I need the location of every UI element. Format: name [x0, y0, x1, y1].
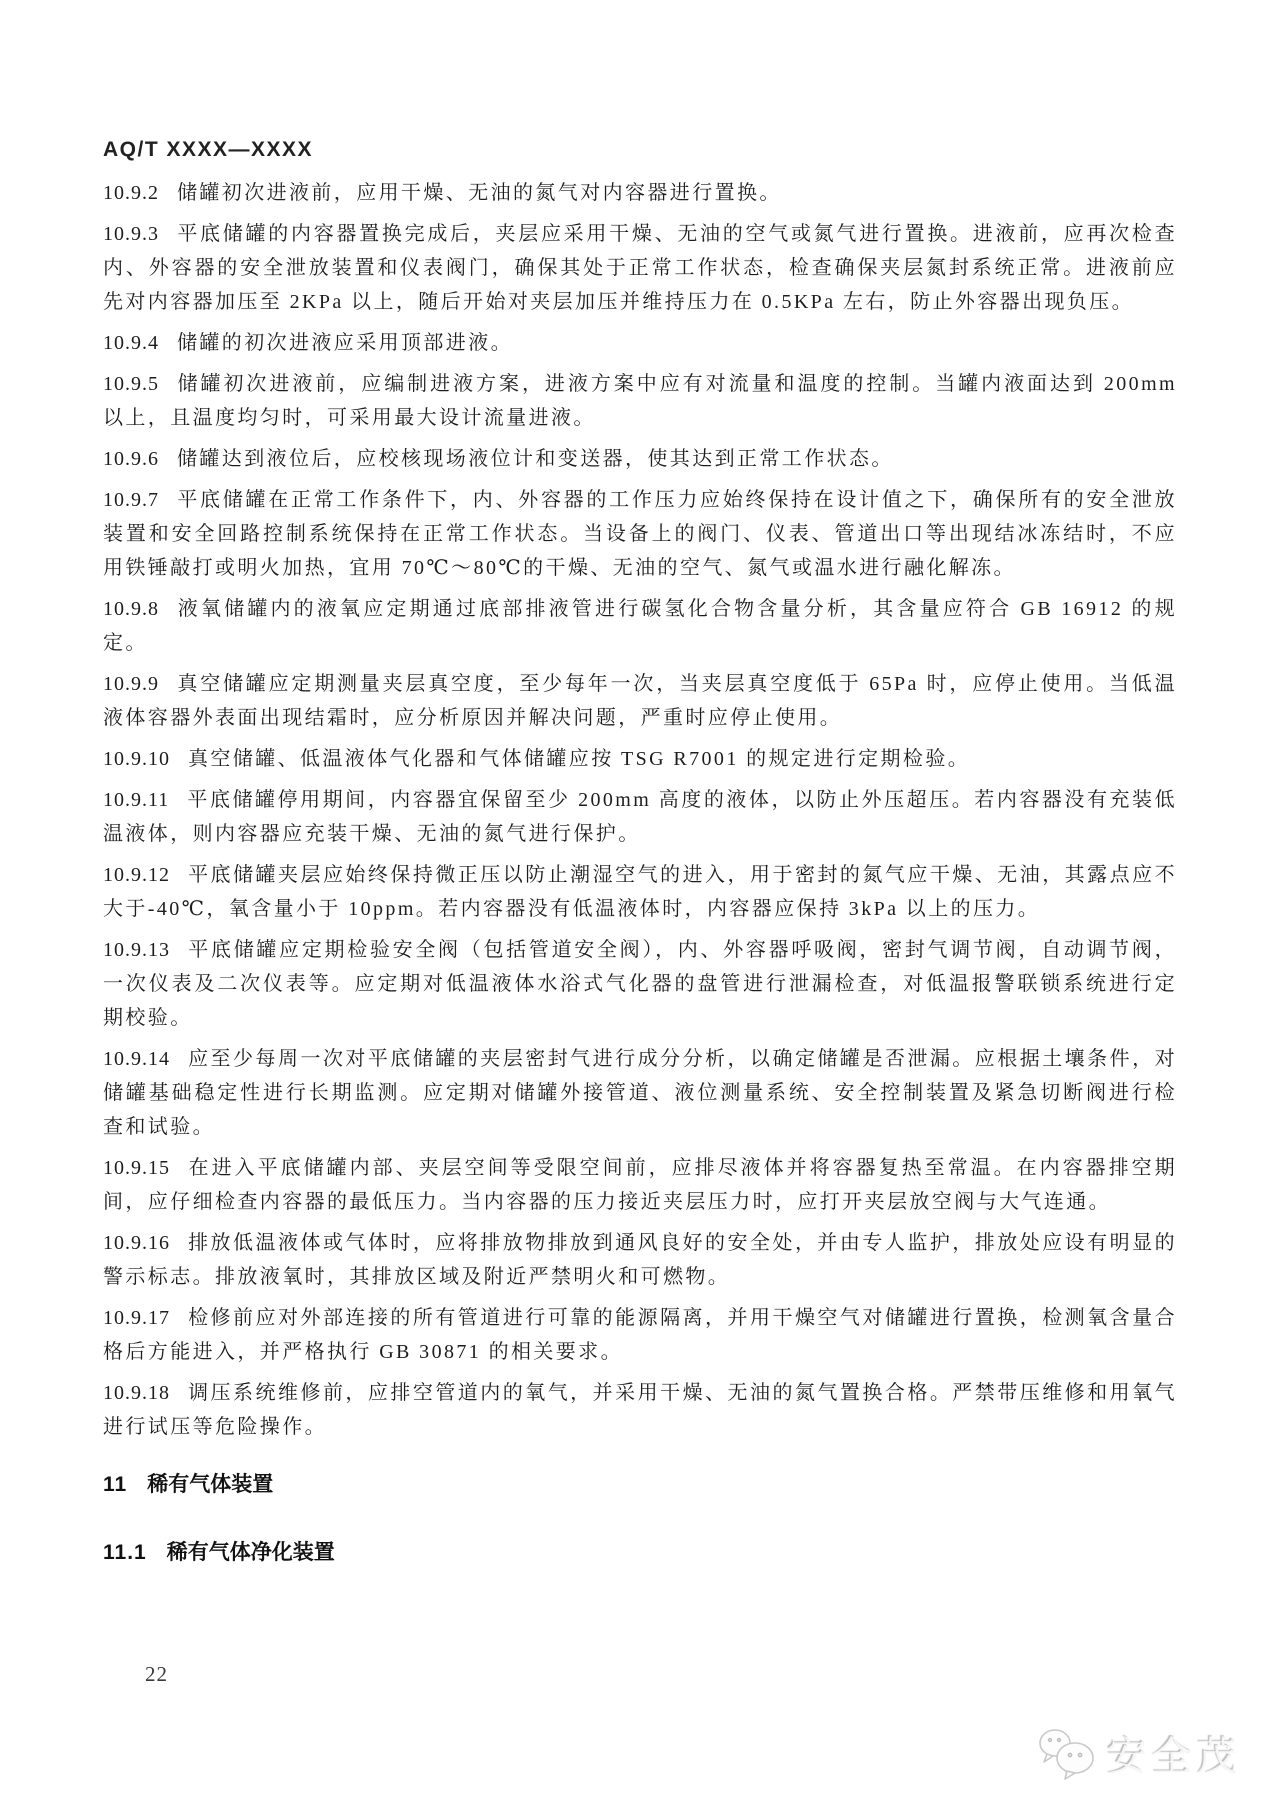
clause-text: 在进入平底储罐内部、夹层空间等受限空间前，应排尽液体并将容器复热至常温。在内容器排空期间，应仔细检查内容器的最低压力。当内容器的压力接近夹层压力时，应打开夹层放空阀与大气连通。	[103, 1157, 1177, 1213]
section-number: 11	[103, 1473, 128, 1496]
clause-paragraph	[103, 783, 1177, 851]
clause-number: 10.9.15	[103, 1157, 170, 1179]
clause-number: 10.9.3	[103, 223, 159, 245]
clause-text: 检修前应对外部连接的所有管道进行可靠的能源隔离，并用干燥空气对储罐进行置换，检测氧含量合格后方能进入，并严格执行 GB 30871 的相关要求。	[103, 1307, 1177, 1363]
clause-text: 真空储罐、低温液体气化器和气体储罐应按 TSG R7001 的规定进行定期检验。	[188, 748, 971, 770]
clause-paragraph	[103, 1226, 1177, 1294]
clause-number: 10.9.8	[103, 598, 159, 620]
clause-number: 10.9.11	[103, 789, 170, 811]
clause-text: 真空储罐应定期测量夹层真空度，至少每年一次，当夹层真空度低于 65Pa 时，应停止使用。当低温液体容器外表面出现结霜时，应分析原因并解决问题，严重时应停止使用。	[103, 673, 1177, 729]
page-number: 22	[145, 1662, 168, 1686]
clause-paragraph	[103, 933, 1177, 1035]
clause-paragraph	[103, 1042, 1177, 1144]
clause-paragraph	[103, 592, 1177, 660]
subsection-heading	[103, 1536, 1177, 1570]
clause-number: 10.9.10	[103, 748, 170, 770]
clause-number: 10.9.9	[103, 673, 159, 695]
clause-number: 10.9.6	[103, 448, 159, 470]
subsection-number: 11.1	[103, 1541, 147, 1564]
clause-number: 10.9.5	[103, 373, 159, 395]
clause-text: 储罐初次进液前，应用干燥、无油的氮气对内容器进行置换。	[177, 182, 782, 204]
clause-text: 平底储罐停用期间，内容器宜保留至少 200mm 高度的液体，以防止外压超压。若内容器没有充装低温液体，则内容器应充装干燥、无油的氮气进行保护。	[103, 789, 1177, 845]
clause-number: 10.9.18	[103, 1382, 170, 1404]
clause-text: 储罐达到液位后，应校核现场液位计和变送器，使其达到正常工作状态。	[177, 448, 894, 470]
clause-text: 液氧储罐内的液氧应定期通过底部排液管进行碳氢化合物含量分析，其含量应符合 GB 16912 的规定。	[103, 598, 1177, 654]
clause-text: 排放低温液体或气体时，应将排放物排放到通风良好的安全处，并由专人监护，排放处应设有明显的警示标志。排放液氧时，其排放区域及附近严禁明火和可燃物。	[103, 1232, 1177, 1288]
section-heading	[103, 1468, 1177, 1502]
clause-paragraph	[103, 483, 1177, 585]
clause-number: 10.9.16	[103, 1232, 170, 1254]
clause-paragraph	[103, 326, 1177, 360]
clause-paragraph	[103, 442, 1177, 476]
clause-text: 储罐的初次进液应采用顶部进液。	[177, 332, 513, 354]
clause-paragraph	[103, 367, 1177, 435]
clause-number: 10.9.7	[103, 489, 159, 511]
clause-text: 储罐初次进液前，应编制进液方案，进液方案中应有对流量和温度的控制。当罐内液面达到 200mm 以上，且温度均匀时，可采用最大设计流量进液。	[103, 373, 1177, 429]
doc-code-header: AQ/T XXXX—XXXX	[103, 138, 314, 161]
clause-text: 平底储罐的内容器置换完成后，夹层应采用干燥、无油的空气或氮气进行置换。进液前，应再次检查内、外容器的安全泄放装置和仪表阀门，确保其处于正常工作状态，检查确保夹层氮封系统正常。进液前应先对内容器加压至 2KPa 以上，随后开始对夹层加压并维持压力在 0.5KPa 左右，防止外容器出现负压。	[103, 223, 1177, 313]
clause-number: 10.9.4	[103, 332, 159, 354]
clause-paragraph	[103, 1301, 1177, 1369]
clause-paragraph	[103, 1151, 1177, 1219]
clause-paragraph	[103, 742, 1177, 776]
clause-number: 10.9.14	[103, 1048, 170, 1070]
clause-number: 10.9.13	[103, 939, 170, 961]
clause-paragraph	[103, 667, 1177, 735]
clause-number: 10.9.17	[103, 1307, 170, 1329]
clause-text: 调压系统维修前，应排空管道内的氧气，并采用干燥、无油的氮气置换合格。严禁带压维修和用氧气进行试压等危险操作。	[103, 1382, 1177, 1438]
clause-number: 10.9.12	[103, 864, 170, 886]
clause-text: 平底储罐应定期检验安全阀（包括管道安全阀），内、外容器呼吸阀，密封气调节阀，自动调节阀，一次仪表及二次仪表等。应定期对低温液体水浴式气化器的盘管进行泄漏检查，对低温报警联锁系统进行定期校验。	[103, 939, 1177, 1029]
clause-number: 10.9.2	[103, 182, 159, 204]
wechat-chat-bubbles-icon	[1037, 1728, 1099, 1780]
clause-text: 平底储罐夹层应始终保持微正压以防止潮湿空气的进入，用于密封的氮气应干燥、无油，其露点应不大于-40℃，氧含量小于 10ppm。若内容器没有低温液体时，内容器应保持 3kPa 以上的压力。	[103, 864, 1177, 920]
clause-paragraph	[103, 217, 1177, 319]
section-title: 稀有气体装置	[147, 1473, 274, 1496]
subsection-title: 稀有气体净化装置	[166, 1541, 335, 1564]
clause-text: 应至少每周一次对平底储罐的夹层密封气进行成分分析，以确定储罐是否泄漏。应根据土壤条件，对储罐基础稳定性进行长期监测。应定期对储罐外接管道、液位测量系统、安全控制装置及紧急切断阀进行检查和试验。	[103, 1048, 1177, 1138]
clause-paragraph	[103, 1376, 1177, 1444]
document-body	[103, 176, 1177, 1570]
clause-text: 平底储罐在正常工作条件下，内、外容器的工作压力应始终保持在设计值之下，确保所有的安全泄放装置和安全回路控制系统保持在正常工作状态。当设备上的阀门、仪表、管道出口等出现结冰冻结时，不应用铁锤敲打或明火加热，宜用 70℃～80℃的干燥、无油的空气、氮气或温水进行融化解冻。	[103, 489, 1177, 579]
watermark-text: 安全茂	[1107, 1735, 1242, 1779]
clause-paragraph	[103, 858, 1177, 926]
clause-paragraph	[103, 176, 1177, 210]
watermark	[1037, 1725, 1242, 1782]
